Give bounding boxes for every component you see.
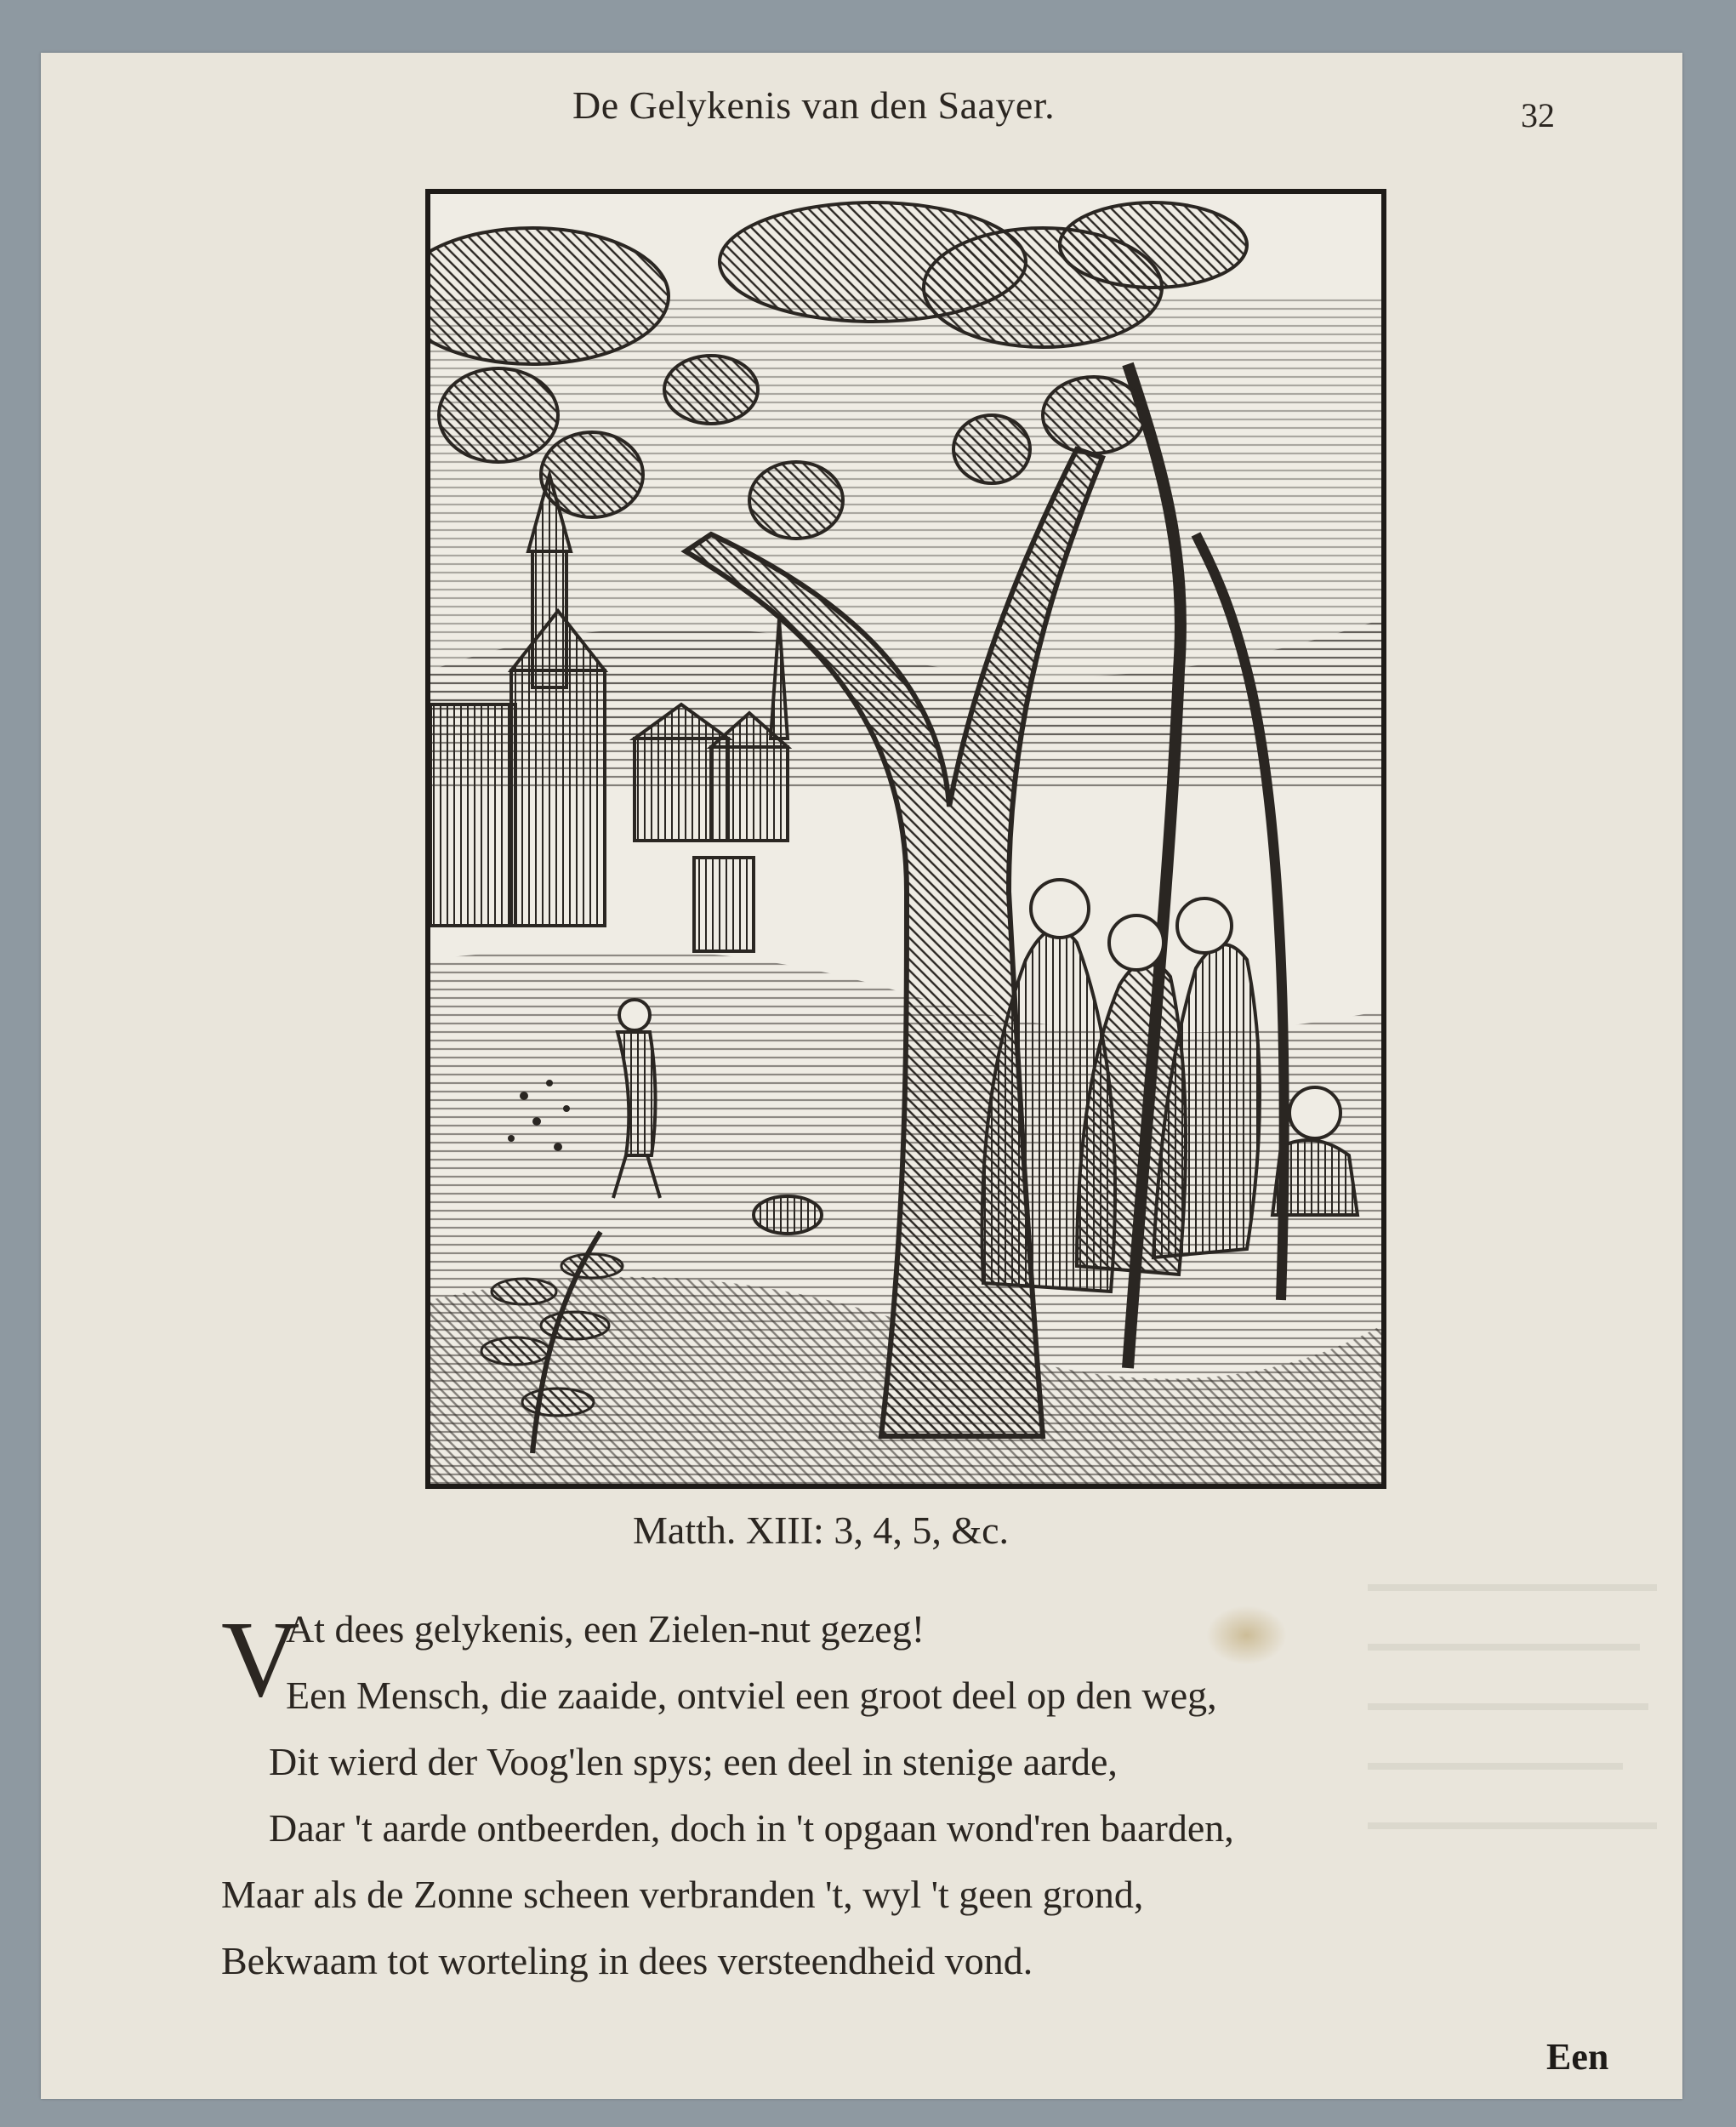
foxing-stain [1206, 1605, 1287, 1665]
catchword: Een [1546, 2036, 1609, 2078]
verse-line-1: At dees gelykenis, een Zielen-nut gezeg! [286, 1607, 925, 1651]
verse-line-5: Maar als de Zonne scheen verbranden 't, wyl 't geen grond, [221, 1873, 1144, 1916]
verse-line-4: Daar 't aarde ontbeerden, doch in 't opgaan wond'ren baarden, [269, 1806, 1234, 1850]
printed-page [41, 53, 1682, 2099]
woodcut-parable-of-the-sower-icon [430, 194, 1381, 1484]
verse-line-2: Een Mensch, die zaaide, ontviel een groot deel op den weg, [286, 1674, 1217, 1717]
drop-cap: V [221, 1599, 300, 1719]
page-number: 32 [1521, 96, 1555, 134]
scripture-reference: Matth. XIII: 3, 4, 5, &c. [633, 1508, 1010, 1552]
show-through-texture [1368, 1584, 1674, 1925]
verse-line-3: Dit wierd der Voog'len spys; een deel in stenige aarde, [269, 1740, 1118, 1783]
woodcut-illustration [425, 189, 1386, 1489]
verse-line-6: Bekwaam tot worteling in dees versteendheid vond. [221, 1939, 1033, 1982]
running-head: De Gelykenis van den Saayer. [572, 83, 1056, 127]
